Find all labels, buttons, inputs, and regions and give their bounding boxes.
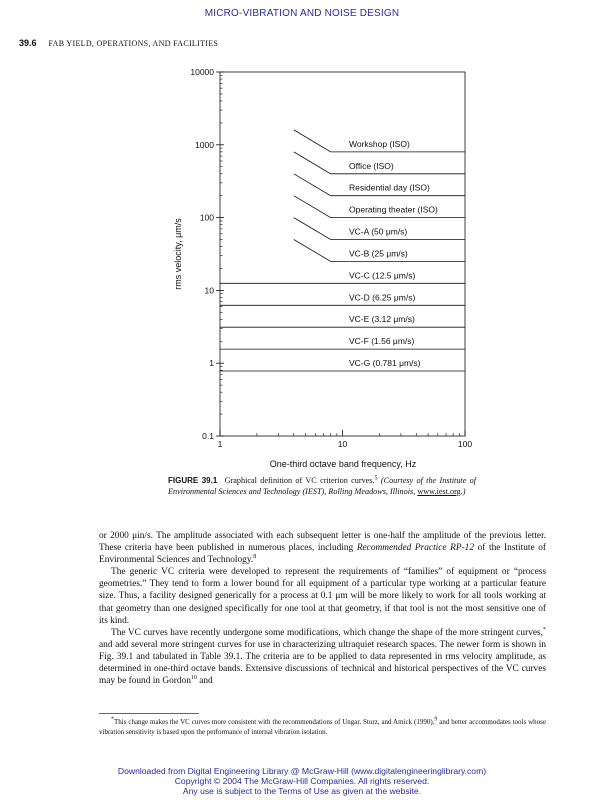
download-banner: MICRO-VIBRATION AND NOISE DESIGN: [204, 8, 400, 19]
y-tick-label: 10: [204, 285, 214, 296]
x-axis-label: One-third octave band frequency, Hz: [269, 459, 417, 469]
p1-text-end: of the Institute of Environmental Sciences and Technology.: [99, 543, 546, 566]
plot-frame: [220, 72, 465, 436]
footer-line-3[interactable]: Any use is subject to the Terms of Use as given at the website.: [182, 786, 422, 796]
y-axis-ticks: [190, 67, 224, 441]
curve-label: Operating theater (ISO): [349, 204, 438, 215]
paragraph-3: [99, 627, 546, 687]
caption-credit: (Courtesy of the Institute of Environmental Sciences and Technology (IEST), Rolling Meadows, Illinois,: [168, 476, 477, 496]
y-tick-label: 1: [209, 358, 214, 369]
paragraph-2: The generic VC criteria were developed to represent the requirements of “families” of equipment or “process geometries.” They tend to form a lower bound for all equipment of a particular type working at a particular feature size. Thus, a facility designed generically for a process at 0.1 μm will be more likely to work for all tools working at that geometry than one designed specifically for one tool at that geometry, if that tool is not the most sensitive one of its kind.: [99, 567, 546, 626]
p3-text: The VC curves have recently undergone some modifications, which change the shape of the more stringent curves,: [111, 627, 543, 638]
curve-label: Workshop (ISO): [349, 138, 410, 149]
caption-text: Graphical definition of VC criterion curves.: [224, 476, 375, 485]
page-number: 39.6: [19, 38, 37, 48]
x-tick-label: 100: [457, 439, 473, 449]
figure-label: FIGURE 39.1: [168, 476, 218, 485]
p3-text-end: and: [196, 676, 213, 687]
curve-label: VC-E (3.12 μm/s): [349, 314, 415, 325]
footnote-marker: *: [111, 716, 114, 723]
x-tick-label: 10: [337, 439, 348, 449]
footnote-text-end: and better accommodates tools whose vibration sensitivity is based upon the performance of internal vibration isolation.: [99, 718, 546, 736]
footer-line-2: Copyright © 2004 The McGraw-Hill Companies. All rights reserved.: [174, 776, 430, 786]
curve-label: Office (ISO): [349, 160, 394, 171]
curve-label: VC-D (6.25 μm/s): [349, 292, 416, 303]
p1-italic: Recommended Practice RP-12: [356, 543, 475, 554]
footnote-ref: 9: [434, 716, 438, 723]
footnote-text: This change makes the VC curves more consistent with the recommendations of Ungar, Sturz, and Amick (1990),: [114, 718, 435, 726]
criterion-curves: [220, 130, 465, 371]
p1-ref: 8: [253, 554, 257, 561]
y-tick-label: 100: [199, 212, 214, 223]
x-minor-ticks: [257, 433, 460, 436]
p3-text-mid: and add several more stringent curves for use in characterizing ultraquiet research spaces. The newer form is shown in Fig. 39.1 and tabulated in Table 39.1. The criteria are to be applied to data represented in rms velocity amplitude, as determined in one-third octave bands. Extensive discussions of technical and historical perspectives of the VC curves may be found in Gordon: [99, 639, 546, 687]
section-title: FAB YIELD, OPERATIONS, AND FACILITIES: [48, 39, 219, 48]
curve-label: VC-G (0.781 μm/s): [349, 358, 421, 369]
y-axis-label: rms velocity, μm/s: [173, 218, 183, 290]
curve-label: Residential day (ISO): [349, 182, 430, 193]
x-axis-ticks: [218, 430, 473, 449]
caption-ref: 5: [374, 475, 378, 482]
y-tick-label: 1000: [195, 139, 214, 150]
p3-ref: 10: [190, 675, 197, 682]
curve-label: VC-C (12.5 μm/s): [349, 270, 416, 281]
footer: [0, 766, 604, 796]
body-text: [99, 530, 546, 687]
curve-label: VC-B (25 μm/s): [349, 248, 408, 259]
p1-text: or 2000 μin/s. The amplitude associated with each subsequent letter is one-half the amplitude of the previous letter. These criteria have been published in numerous places, including: [99, 531, 546, 554]
caption-close: .): [460, 487, 466, 496]
footnote: [99, 718, 546, 737]
curve-labels: [349, 139, 438, 368]
curve-label: VC-A (50 μm/s): [349, 226, 408, 237]
x-tick-label: 1: [217, 439, 223, 449]
footnote-rule: [99, 713, 199, 714]
figure-caption: [168, 475, 476, 497]
iest-link[interactable]: www.iest.org: [417, 487, 461, 496]
footer-line-1[interactable]: Downloaded from Digital Engineering Library @ McGraw-Hill (www.digitalengineeringlibrary.com): [117, 766, 487, 776]
curve-label: VC-F (1.56 μm/s): [349, 336, 415, 347]
paragraph-1: [99, 530, 546, 566]
y-tick-label: 10000: [190, 67, 214, 77]
y-tick-label: 0.1: [202, 431, 214, 441]
p3-footnote-mark: *: [543, 626, 546, 633]
